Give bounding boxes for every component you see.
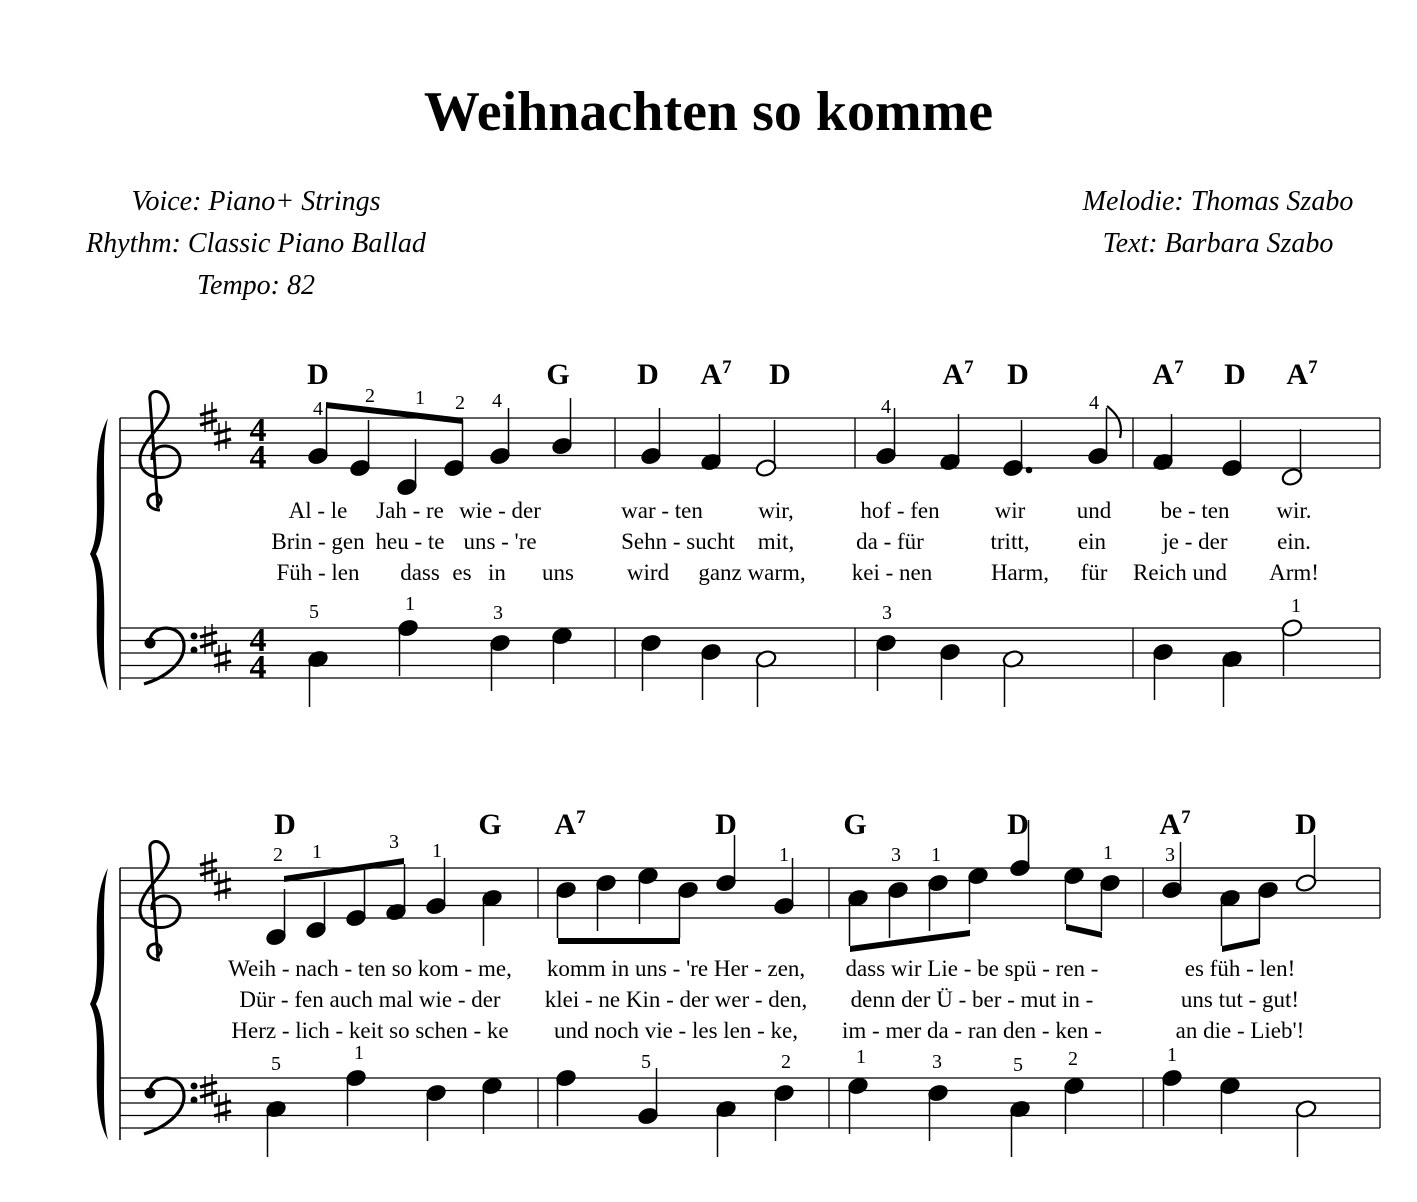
fingering-number: 5 bbox=[271, 1053, 281, 1075]
bass-clef bbox=[144, 1078, 184, 1134]
time-signature: 4 bbox=[249, 649, 267, 686]
lyric-syllable: be - ten bbox=[1160, 498, 1230, 523]
note-flag bbox=[1107, 406, 1121, 438]
lyric-syllable: uns - 're bbox=[463, 529, 537, 554]
lyric-syllable: dass wir Lie - be spü - ren - bbox=[845, 956, 1099, 981]
lyric-syllable: Al - le bbox=[288, 498, 348, 523]
time-signature: 4 bbox=[249, 439, 267, 476]
chord-symbol: G bbox=[478, 808, 502, 841]
fingering-number: 3 bbox=[493, 602, 503, 624]
fingering-number: 1 bbox=[432, 840, 442, 862]
lyric-syllable: dass bbox=[400, 560, 440, 585]
sharp-sign bbox=[200, 632, 217, 647]
sharp-sign bbox=[219, 871, 226, 901]
chord-symbol: D bbox=[274, 808, 296, 841]
lyric-syllable: und noch vie - les len - ke, bbox=[554, 1018, 798, 1043]
sharp-sign bbox=[205, 852, 212, 882]
augmentation-dot bbox=[1026, 467, 1032, 473]
note-beam bbox=[558, 938, 680, 944]
fingering-number: 1 bbox=[415, 387, 425, 409]
lyric-syllable: tritt, bbox=[990, 529, 1030, 554]
treble-clef bbox=[140, 391, 180, 510]
sharp-sign bbox=[219, 643, 226, 673]
chord-symbol: D bbox=[1224, 358, 1246, 391]
fingering-number: 4 bbox=[313, 398, 323, 420]
tempo-info: Tempo: 82 bbox=[197, 270, 315, 301]
fingering-number: 2 bbox=[273, 844, 283, 866]
song-title: Weihnachten so komme bbox=[423, 81, 994, 143]
time-signature: 4 bbox=[249, 412, 267, 449]
bass-clef-dot bbox=[191, 633, 197, 639]
sharp-sign bbox=[200, 1082, 217, 1097]
fingering-number: 2 bbox=[1068, 1048, 1078, 1070]
fingering-number: 1 bbox=[354, 1042, 364, 1064]
voice-info: Voice: Piano+ Strings bbox=[131, 186, 381, 217]
note-beam bbox=[1222, 938, 1260, 952]
rhythm-info: Rhythm: Classic Piano Ballad bbox=[86, 228, 426, 259]
lyric-syllable: für bbox=[1080, 560, 1108, 585]
lyric-syllable: ein bbox=[1077, 529, 1107, 554]
fingering-number: 4 bbox=[492, 390, 502, 412]
lyric-syllable: komm in uns - 're Her - zen, bbox=[546, 956, 806, 981]
fingering-number: 3 bbox=[1165, 844, 1175, 866]
sharp-sign bbox=[214, 429, 231, 444]
chord-symbol: D bbox=[769, 358, 791, 391]
lyric-syllable: Füh - len bbox=[276, 560, 360, 585]
lyric-syllable: hof - fen bbox=[860, 498, 940, 523]
fingering-number: 2 bbox=[781, 1051, 791, 1073]
lyric-syllable: Harm, bbox=[990, 560, 1050, 585]
chord-symbol: D bbox=[637, 358, 659, 391]
lyric-syllable: Reich und bbox=[1133, 560, 1227, 585]
lyric-syllable: Brin - gen bbox=[271, 529, 365, 554]
melodie-credit: Melodie: Thomas Szabo bbox=[1082, 186, 1354, 217]
bass-clef-dot bbox=[191, 1083, 197, 1089]
lyric-syllable: da - für bbox=[856, 529, 924, 554]
fingering-number: 1 bbox=[405, 593, 415, 615]
note-beam bbox=[850, 930, 970, 952]
lyric-syllable: wie - der bbox=[459, 498, 541, 523]
lyric-syllable: Arm! bbox=[1269, 560, 1319, 585]
fingering-number: 1 bbox=[856, 1046, 866, 1068]
note-beam bbox=[326, 402, 463, 424]
chord-symbol: G bbox=[843, 808, 867, 841]
chord-symbol: D bbox=[1007, 808, 1029, 841]
chord-symbol: D bbox=[715, 808, 737, 841]
lyric-syllable: Dür - fen auch mal wie - der bbox=[239, 987, 501, 1012]
treble-clef bbox=[140, 841, 180, 960]
lyric-syllable: heu - te bbox=[375, 529, 445, 554]
lyric-syllable: wir, bbox=[758, 498, 794, 523]
note-beam bbox=[1066, 924, 1102, 938]
chord-symbol: $A^7$ bbox=[1286, 357, 1318, 391]
chord-symbol: $A^7$ bbox=[700, 357, 732, 391]
lyric-syllable: es bbox=[452, 560, 472, 585]
lyric-syllable: wir. bbox=[1276, 498, 1312, 523]
sharp-sign bbox=[219, 421, 226, 451]
fingering-number: 5 bbox=[641, 1051, 651, 1073]
fingering-number: 1 bbox=[931, 844, 941, 866]
chord-symbol: $A^7$ bbox=[554, 807, 586, 841]
bass-clef-dot bbox=[191, 1097, 197, 1103]
fingering-number: 1 bbox=[1103, 842, 1113, 864]
lyric-syllable: Jah - re bbox=[376, 498, 444, 523]
fingering-number: 1 bbox=[312, 841, 322, 863]
lyric-syllable: kei - nen bbox=[851, 560, 933, 585]
lyric-syllable: denn der Ü - ber - mut in - bbox=[850, 987, 1094, 1012]
lyric-syllable: Herz - lich - keit so schen - ke bbox=[231, 1018, 509, 1043]
lyric-syllable: wir bbox=[994, 498, 1026, 523]
lyric-syllable: mit, bbox=[757, 529, 795, 554]
fingering-number: 5 bbox=[1013, 1054, 1023, 1076]
fingering-number: 5 bbox=[309, 601, 319, 623]
chord-symbol: $A^7$ bbox=[1159, 807, 1191, 841]
chord-symbol: $A^7$ bbox=[942, 357, 974, 391]
lyric-syllable: Sehn - sucht bbox=[621, 529, 735, 554]
lyric-syllable: uns tut - gut! bbox=[1180, 987, 1300, 1012]
lyric-syllable: je - der bbox=[1162, 529, 1228, 554]
bass-clef-dot bbox=[191, 647, 197, 653]
fingering-number: 1 bbox=[1291, 595, 1301, 617]
lyric-syllable: und bbox=[1076, 498, 1112, 523]
lyric-syllable: Weih - nach - ten so kom - me, bbox=[228, 956, 512, 981]
system-brace bbox=[90, 868, 108, 1140]
lyric-syllable: uns bbox=[542, 560, 574, 585]
chord-symbol: D bbox=[1007, 358, 1029, 391]
lyric-syllable: ganz warm, bbox=[698, 560, 806, 585]
fingering-number: 2 bbox=[365, 385, 375, 407]
fingering-number: 4 bbox=[881, 396, 891, 418]
lyric-syllable: klei - ne Kin - der wer - den, bbox=[544, 987, 808, 1012]
sharp-sign bbox=[214, 879, 231, 894]
fingering-number: 1 bbox=[1167, 1044, 1177, 1066]
chord-symbol: D bbox=[307, 358, 329, 391]
fingering-number: 3 bbox=[891, 844, 901, 866]
text-credit: Text: Barbara Szabo bbox=[1102, 228, 1334, 259]
sharp-sign bbox=[219, 1093, 226, 1123]
bass-clef bbox=[144, 628, 184, 684]
fingering-number: 4 bbox=[1089, 392, 1099, 414]
fingering-number: 1 bbox=[779, 844, 789, 866]
lyric-syllable: wird bbox=[626, 560, 670, 585]
sharp-sign bbox=[205, 402, 212, 432]
chord-symbol: D bbox=[1295, 808, 1317, 841]
note-beam bbox=[284, 858, 404, 882]
lyric-syllable: im - mer da - ran den - ken - bbox=[842, 1018, 1102, 1043]
fingering-number: 2 bbox=[455, 392, 465, 414]
lyric-syllable: in bbox=[488, 560, 506, 585]
time-signature: 4 bbox=[249, 622, 267, 659]
lyric-syllable: an die - Lieb'! bbox=[1175, 1018, 1305, 1043]
lyric-syllable: ein. bbox=[1277, 529, 1311, 554]
lyric-syllable: war - ten bbox=[621, 498, 703, 523]
lyric-syllable: es füh - len! bbox=[1184, 956, 1296, 981]
system-brace bbox=[90, 418, 108, 690]
chord-symbol: G bbox=[546, 358, 570, 391]
chord-symbol: $A^7$ bbox=[1152, 357, 1184, 391]
fingering-number: 3 bbox=[932, 1051, 942, 1073]
fingering-number: 3 bbox=[389, 831, 399, 853]
fingering-number: 3 bbox=[882, 602, 892, 624]
